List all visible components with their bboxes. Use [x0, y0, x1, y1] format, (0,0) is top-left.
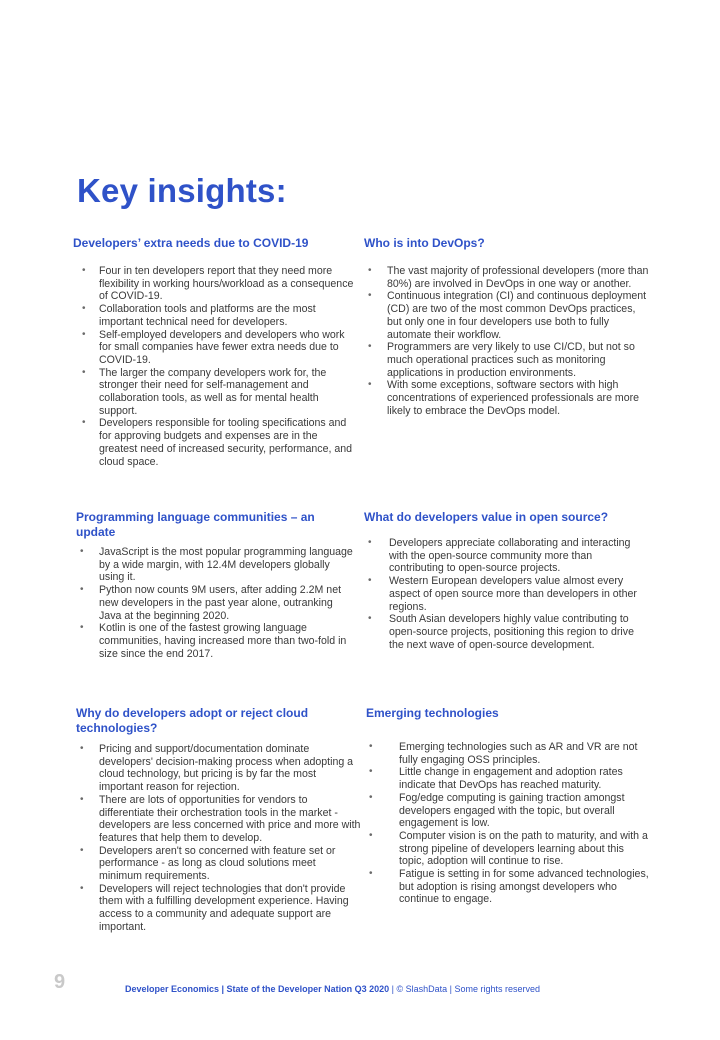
- bullet-list: [366, 741, 651, 906]
- list-item: • Kotlin is one of the fastest growing language communities, having increased more than two-fold in size since the end 2017.: [76, 622, 356, 660]
- bullet-list: [364, 537, 649, 651]
- section-heading: Emerging technologies: [366, 706, 499, 720]
- footer-credits: [125, 984, 540, 994]
- bullet-list: [73, 265, 358, 468]
- page-number: 9: [54, 971, 66, 993]
- footer-copyright: © SlashData: [396, 984, 448, 994]
- list-item: • Developers responsible for tooling specifications and for approving budgets and expenses are in the greatest need of increased security, performance, and cloud space.: [73, 417, 358, 468]
- list-item: • JavaScript is the most popular programming language by a wide margin, with 12.4M developers globally using it.: [76, 546, 356, 584]
- list-item: • Emerging technologies such as AR and VR are not fully engaging OSS principles.: [366, 741, 651, 766]
- footer-separator: |: [447, 984, 455, 994]
- list-item: • There are lots of opportunities for vendors to differentiate their orchestration tools in the market - developers are less concerned with price and more with features that help them to develop.: [76, 794, 361, 845]
- list-item: • Collaboration tools and platforms are the most important technical need for developers.: [73, 303, 358, 328]
- section-cloud-technologies: [76, 706, 361, 934]
- section-emerging-technologies: [366, 706, 651, 906]
- section-covid-needs: [73, 236, 358, 468]
- list-item: • The larger the company developers work for, the stronger their need for self-management and collaboration tools, as well as for mental health support.: [73, 367, 358, 418]
- section-heading: What do developers value in open source?: [364, 510, 609, 524]
- list-item: • Continuous integration (CI) and continuous deployment (CD) are two of the most common DevOps practices, but only one in four developers use both to fully automate their workflow.: [364, 290, 649, 341]
- list-item: • Little change in engagement and adoption rates indicate that DevOps has reached maturity.: [366, 766, 651, 791]
- list-item: • Fog/edge computing is gaining traction amongst developers engaged with the topic, but overall engagement is low.: [366, 792, 651, 830]
- section-language-communities: [76, 510, 356, 660]
- list-item: • Developers appreciate collaborating and interacting with the open-source community more than contributing to open-source projects.: [364, 537, 649, 575]
- footer-publication: Developer Economics | State of the Developer Nation Q3 2020: [125, 984, 390, 994]
- list-item: • Self-employed developers and developers who work for small companies have fewer extra needs due to COVID-19.: [73, 329, 358, 367]
- list-item: • Developers will reject technologies that don't provide them with a fulfilling development experience. Having access to a community and adequate support are important.: [76, 883, 361, 934]
- list-item: • With some exceptions, software sectors with high concentrations of experienced professionals are more likely to embrace the DevOps model.: [364, 379, 649, 417]
- bullet-list: [364, 265, 649, 417]
- section-heading: Programming language communities – an update: [76, 510, 315, 539]
- list-item: • Fatigue is setting in for some advanced technologies, but adoption is rising amongst developers who continue to engage.: [366, 868, 651, 906]
- list-item: • The vast majority of professional developers (more than 80%) are involved in DevOps in one way or another.: [364, 265, 649, 290]
- list-item: • Developers aren't so concerned with feature set or performance - as long as cloud solutions meet minimum requirements.: [76, 845, 361, 883]
- section-heading: Who is into DevOps?: [364, 236, 485, 250]
- list-item: • South Asian developers highly value contributing to open-source projects, positioning this region to drive the next wave of open-source development.: [364, 613, 649, 651]
- list-item: • Programmers are very likely to use CI/CD, but not so much operational practices such as monitoring applications in production environments.: [364, 341, 649, 379]
- bullet-list: [76, 743, 361, 934]
- list-item: • Pricing and support/documentation dominate developers' decision-making process when adopting a cloud technology, but pricing is by far the most important reason for rejection.: [76, 743, 361, 794]
- list-item: • Four in ten developers report that they need more flexibility in working hours/workload as a consequence of COVID-19.: [73, 265, 358, 303]
- list-item: • Computer vision is on the path to maturity, and with a strong pipeline of developers learning about this topic, adoption will continue to rise.: [366, 830, 651, 868]
- list-item: • Western European developers value almost every aspect of open source more than developers in other regions.: [364, 575, 649, 613]
- section-devops: [364, 236, 649, 417]
- section-heading: Why do developers adopt or reject cloud technologies?: [76, 706, 309, 735]
- section-heading: Developers’ extra needs due to COVID-19: [73, 236, 309, 250]
- footer-separator: |: [389, 984, 397, 994]
- footer-rights: Some rights reserved: [454, 984, 540, 994]
- section-open-source: [364, 510, 649, 651]
- list-item: • Python now counts 9M users, after adding 2.2M net new developers in the past year alone, outranking Java at the beginning 2020.: [76, 584, 356, 622]
- page-footer: [0, 968, 720, 998]
- bullet-list: [76, 546, 356, 660]
- page-title: Key insights:: [77, 172, 287, 209]
